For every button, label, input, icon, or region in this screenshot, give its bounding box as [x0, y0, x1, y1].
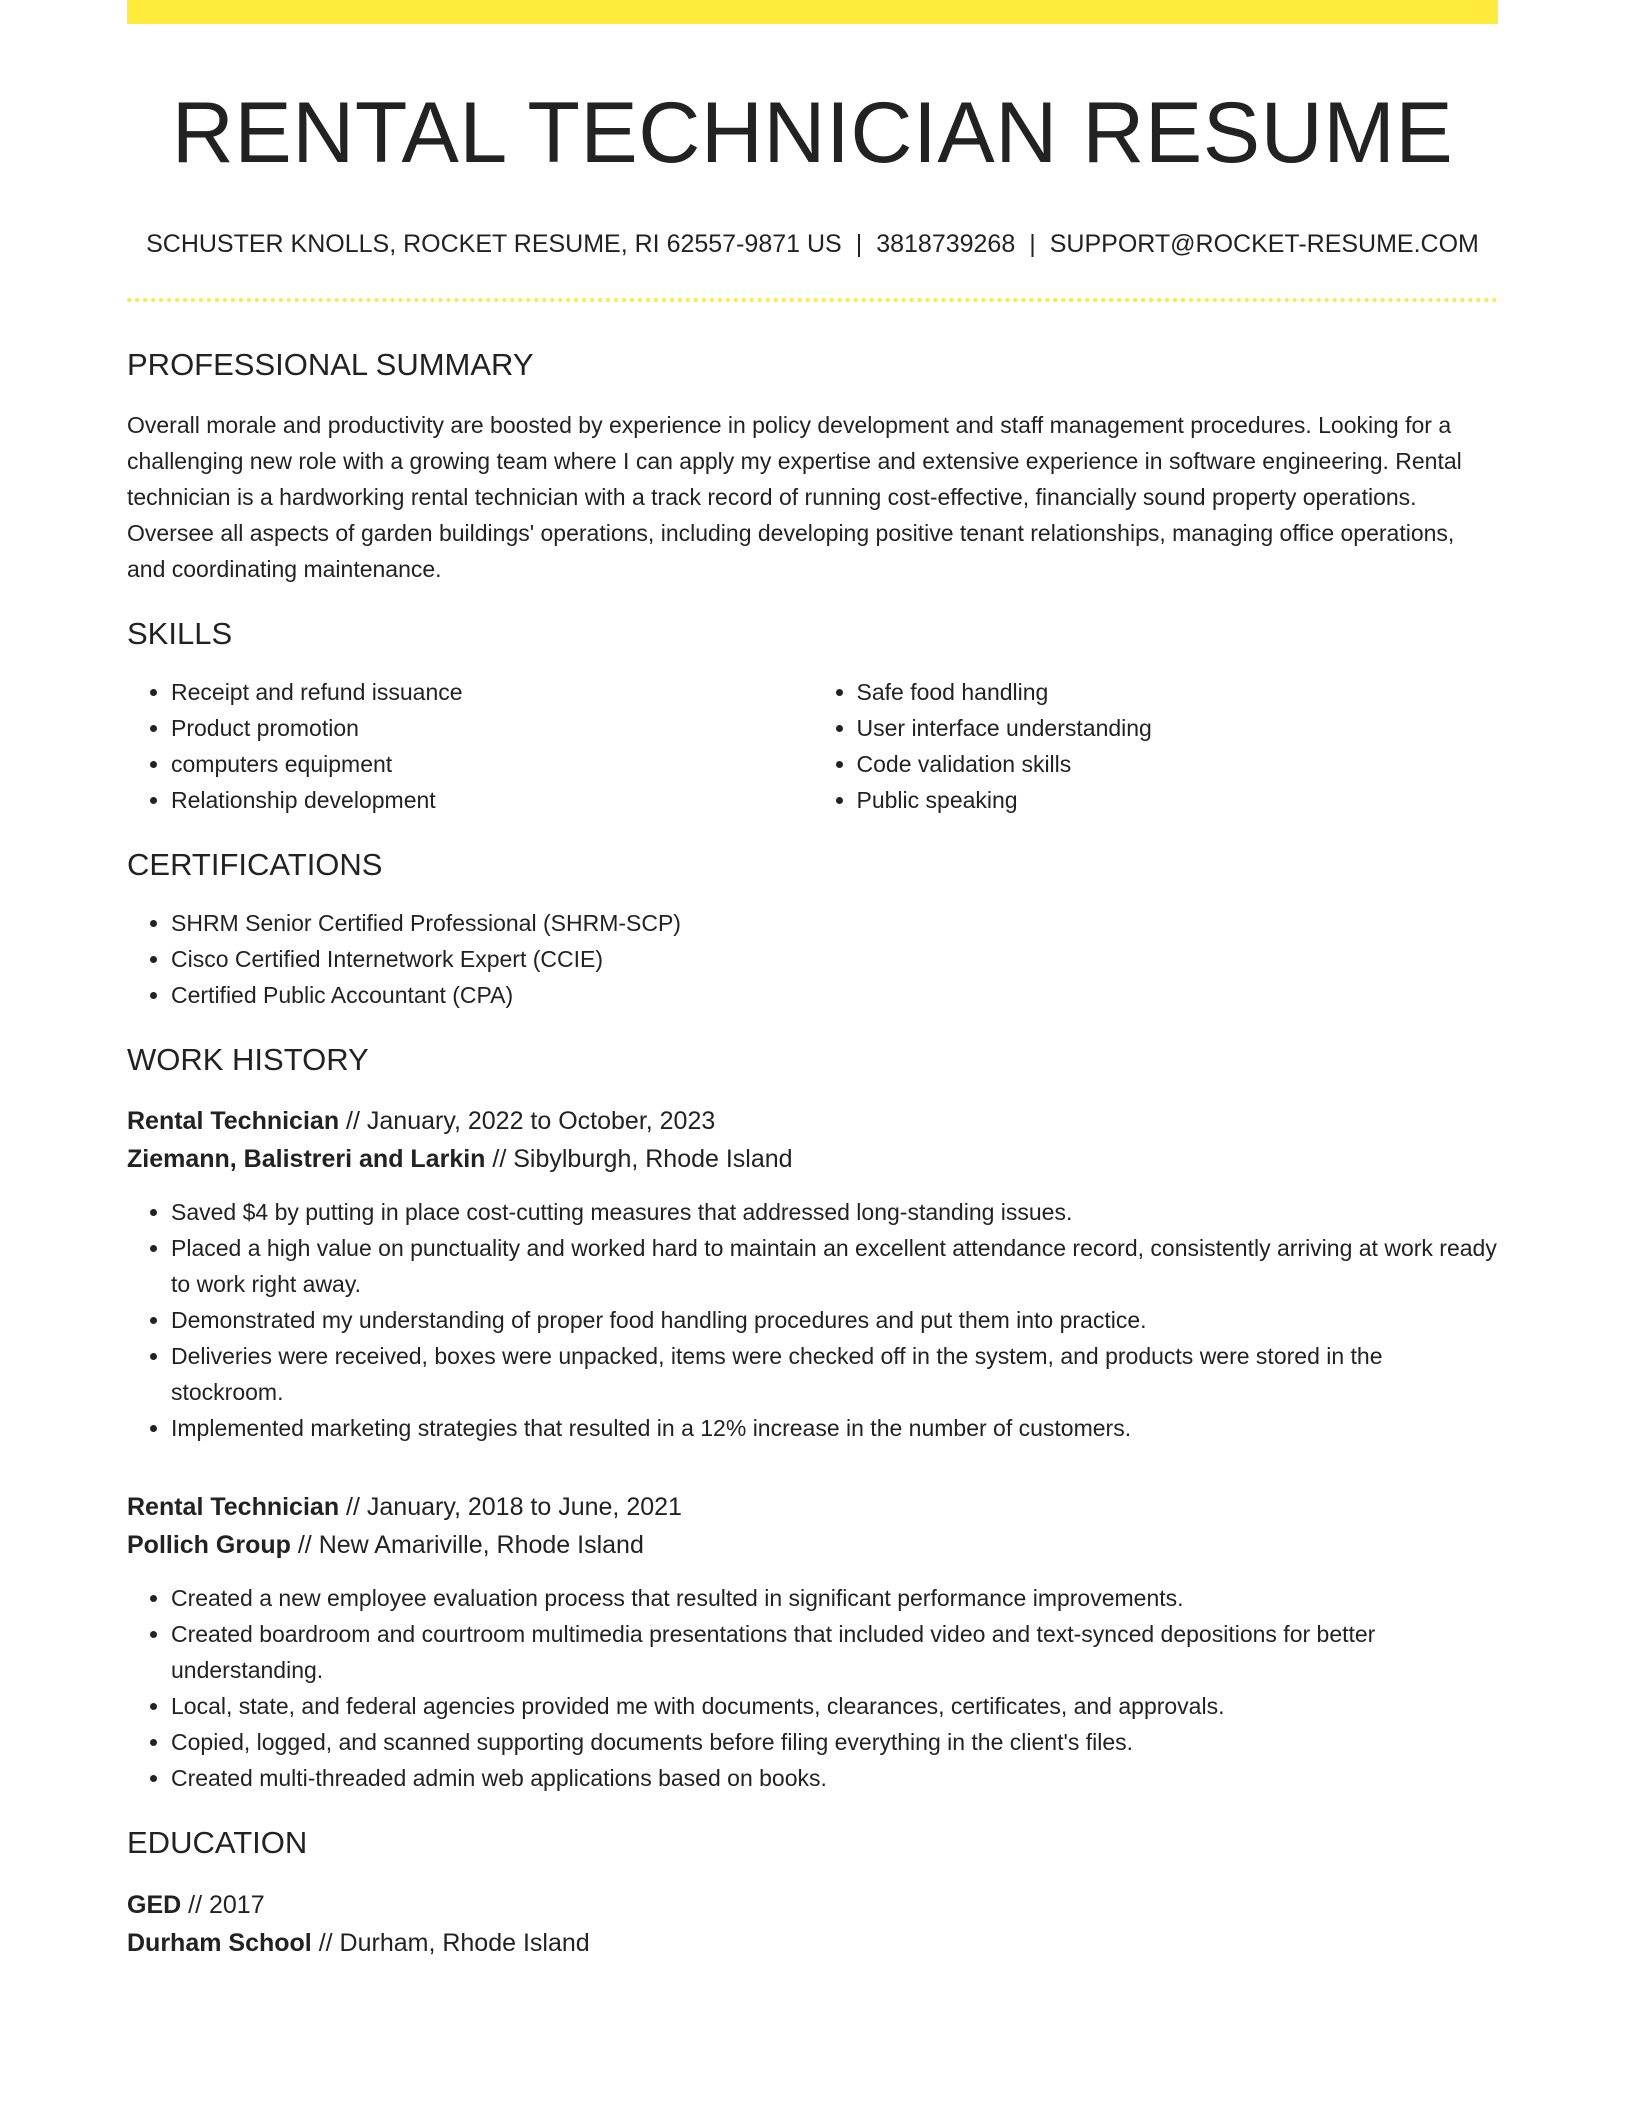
job-location: // New Amariville, Rhode Island [297, 1531, 644, 1560]
resume-title: RENTAL TECHNICIAN RESUME [171, 85, 1454, 181]
job-title-line [127, 1488, 1498, 1526]
job-title: Rental Technician [127, 1107, 340, 1136]
skill-item: • computers equipment [171, 746, 813, 782]
job-bullet: • Deliveries were received, boxes were unpacked, items were checked off in the system, and products were stored in the stockroom. [171, 1338, 1498, 1410]
certifications-list [127, 905, 1498, 1013]
education-location: // Durham, Rhode Island [318, 1928, 590, 1957]
job-bullet: • Created multi-threaded admin web applications based on books. [171, 1760, 1498, 1796]
job-bullet: • Demonstrated my understanding of proper food handling procedures and put them into practice. [171, 1302, 1498, 1338]
skill-item: • Public speaking [857, 782, 1499, 818]
skills-list-left [127, 674, 813, 818]
certifications-heading: CERTIFICATIONS [127, 846, 383, 882]
education-degree-line [127, 1886, 1498, 1924]
contact-address: SCHUSTER KNOLLS, ROCKET RESUME, RI 62557-9871 US [146, 229, 842, 258]
dotted-divider [127, 298, 1498, 302]
contact-email: SUPPORT@ROCKET-RESUME.COM [1049, 229, 1479, 258]
education-heading: EDUCATION [127, 1825, 308, 1861]
job-company-line [127, 1140, 1498, 1178]
skill-item: • Receipt and refund issuance [171, 674, 813, 710]
accent-bar [127, 0, 1498, 24]
job-entry [127, 1488, 1498, 1796]
job-bullets [127, 1580, 1498, 1796]
education-year: // 2017 [188, 1890, 265, 1919]
job-bullet: • Created a new employee evaluation process that resulted in significant performance improvements. [171, 1580, 1498, 1616]
skill-item: • Relationship development [171, 782, 813, 818]
skill-item: • Code validation skills [857, 746, 1499, 782]
job-dates: // January, 2022 to October, 2023 [346, 1107, 716, 1136]
summary-text: Overall morale and productivity are boosted by experience in policy development and staff management procedures. Looking for a challenging new role with a growing team where I can apply my expertise and extensive experience in software engineering. Rental technician is a hardworking rental technician with a track record of running cost-effective, financially sound property operations. Oversee all aspects of garden buildings' operations, including developing positive tenant relationships, managing office operations, and coordinating maintenance. [127, 411, 1462, 582]
job-bullet: • Implemented marketing strategies that resulted in a 12% increase in the number of customers. [171, 1410, 1498, 1446]
education-entry [127, 1886, 1498, 1962]
skill-item: • User interface understanding [857, 710, 1499, 746]
job-bullet: • Placed a high value on punctuality and worked hard to maintain an excellent attendance record, consistently arriving at work ready to work right away. [171, 1230, 1498, 1302]
skills-heading: SKILLS [127, 615, 233, 651]
job-bullet: • Local, state, and federal agencies provided me with documents, clearances, certificates, and approvals. [171, 1688, 1498, 1724]
skill-item: • Product promotion [171, 710, 813, 746]
job-entry [127, 1102, 1498, 1446]
job-bullet: • Copied, logged, and scanned supporting documents before filing everything in the client's files. [171, 1724, 1498, 1760]
job-company: Ziemann, Balistreri and Larkin [127, 1145, 486, 1174]
education-degree: GED [127, 1890, 182, 1919]
contact-separator: | [1029, 229, 1036, 258]
job-location: // Sibylburgh, Rhode Island [492, 1145, 793, 1174]
certification-item: • Certified Public Accountant (CPA) [171, 977, 1498, 1013]
job-bullets [127, 1194, 1498, 1446]
job-company-line [127, 1526, 1498, 1564]
job-dates: // January, 2018 to June, 2021 [346, 1493, 682, 1522]
skills-columns [127, 674, 1498, 818]
job-title: Rental Technician [127, 1493, 340, 1522]
job-bullet: • Created boardroom and courtroom multimedia presentations that included video and text-synced depositions for better understanding. [171, 1616, 1498, 1688]
work-history-heading: WORK HISTORY [127, 1042, 369, 1078]
certification-item: • SHRM Senior Certified Professional (SHRM-SCP) [171, 905, 1498, 941]
certification-item: • Cisco Certified Internetwork Expert (CCIE) [171, 941, 1498, 977]
education-school: Durham School [127, 1928, 312, 1957]
contact-line [127, 229, 1498, 259]
job-company: Pollich Group [127, 1531, 291, 1560]
job-bullet: • Saved $4 by putting in place cost-cutting measures that addressed long-standing issues. [171, 1194, 1498, 1230]
job-title-line [127, 1102, 1498, 1140]
contact-separator: | [855, 229, 863, 258]
contact-phone: 3818739268 [876, 229, 1016, 258]
education-school-line [127, 1924, 1498, 1962]
summary-heading: PROFESSIONAL SUMMARY [127, 346, 534, 382]
resume-page [127, 0, 1498, 1962]
skills-list-right [813, 674, 1499, 818]
skill-item: • Safe food handling [857, 674, 1499, 710]
